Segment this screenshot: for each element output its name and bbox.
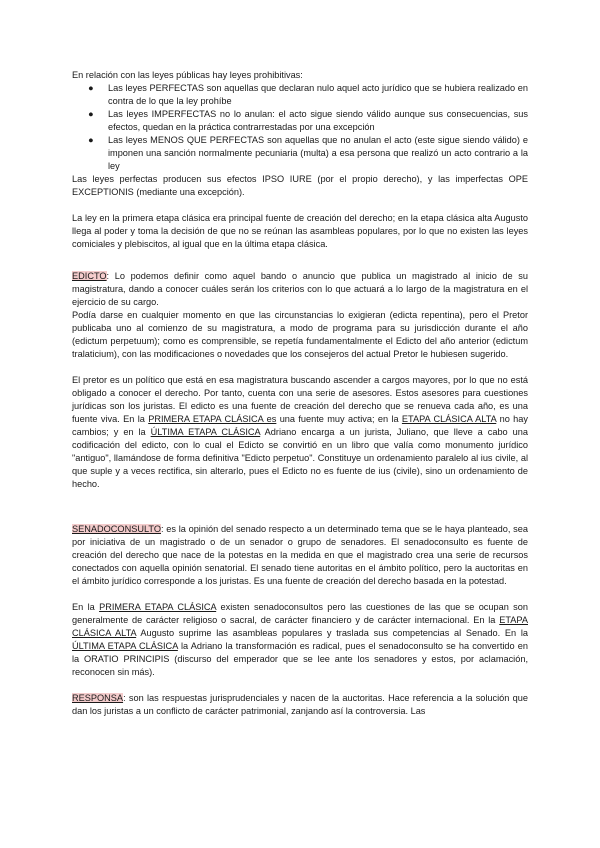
edicto-paragraph-2: Podía darse en cualquier momento en que las circunstancias lo exigieran (edicta repentina), pero el Pretor publicaba uno al comienzo de su magistratura, a modo de programa para su jurisdicción durante el año (edictum perpetuum); como es comprensible, se repetía fundamentalmente el Edicto del año anterior (edictum tralaticium), con las modificaciones o novedades que los consejeros del actual Pretor le hubiesen sugerido.: [72, 310, 528, 359]
responsa-term: RESPONSA: [72, 693, 124, 703]
senadoconsulto-definition: SENADOCONSULTO: es la opinión del senado respecto a un determinado tema que se le haya planteado, sea por iniciativa de un magistrado o de un senador o grupo de senadores. El senadoconsulto es fuente de creación del derecho que nace de la potestas en la medida en que el magistrado crea una serie de recursos conectados con aquella opinión senatorial. El senado tiene autoritas en el ámbito político, pero la auctoritas en el ámbito jurídico corresponde a los juristas. Es una fuente de creación del derecho basada en la potestad.: [72, 524, 528, 586]
bullet-icon: ●: [88, 109, 94, 119]
responsa-definition: RESPONSA: son las respuestas jurisprudenciales y nacen de la auctoritas. Hace referencia a la solución que dan los juristas a un conflicto de carácter patrimonial, zanjando así la controversia. Las: [72, 693, 528, 716]
intro-text: En relación con las leyes públicas hay leyes prohibitivas:: [72, 70, 303, 80]
document-page: [72, 69, 528, 718]
laws-summary: Las leyes perfectas producen sus efectos IPSO IURE (por el propio derecho), y las imperfectas OPE EXCEPTIONIS (mediante una excepción).: [72, 174, 528, 197]
senadoconsulto-term: SENADOCONSULTO: [72, 524, 161, 534]
edicto-term: EDICTO: [72, 271, 107, 281]
edicto-paragraph-3: El pretor es un político que está en esa magistratura buscando ascender a cargos mayores, por lo que no está obligado a conocer el derecho. Por tanto, cuenta con una serie de asesores. Estos asesores para cuestiones jurídicas son los juristas. El edicto es una fuente de creación del derecho que se renueva cada año, es una fuente viva. En la PRIMERA ETAPA CLÁSICA es una fuente muy activa; en la ETAPA CLÁSICA ALTA no hay cambios; y en la ÚLTIMA ETAPA CLÁSICA Adriano encarga a un jurista, Juliano, que lleve a cabo una codificación del edicto, con lo cual el Edicto se convirtió en un libro que valía como monumento jurídico "antiguo", llamándose de forma definitiva "Edicto perpetuo". Constituye un ordenamiento paralelo al ius civile, al que suple y a veces rectifica, sin alterarlo, pues el Edicto no es fuente de ius (civile), sino un ordenamiento de hecho.: [72, 375, 528, 489]
list-item: ● Las leyes MENOS QUE PERFECTAS son aquellas que no anulan el acto (este sigue siendo válido) e imponen una sanción normalmente pecuniaria (multa) a esa persona que realizó un acto contrario a la ley: [88, 135, 528, 171]
edicto-definition: EDICTO: Lo podemos definir como aquel bando o anuncio que publica un magistrado al inicio de su magistratura, dando a conocer cuáles serán los criterios con lo que actuará a lo largo de la magistratura en el ejercicio de su cargo.: [72, 271, 528, 307]
list-item: ● Las leyes IMPERFECTAS no lo anulan: el acto sigue siendo válido aunque sus consecuencias, sus efectos, quedan en la práctica contrarrestadas por una excepción: [88, 109, 528, 132]
ley-paragraph: La ley en la primera etapa clásica era principal fuente de creación del derecho; en la etapa clásica alta Augusto llega al poder y toma la decisión de que no se reúnan las asambleas populares, por lo que no existen las leyes comiciales y plebiscitos, al igual que en la última etapa clásica.: [72, 213, 528, 249]
list-item: ● Las leyes PERFECTAS son aquellas que declaran nulo aquel acto jurídico que se hubiera realizado en contra de lo que la ley prohíbe: [88, 83, 528, 106]
bullet-icon: ●: [88, 83, 94, 93]
bullet-list: [72, 82, 528, 173]
bullet-icon: ●: [88, 135, 94, 145]
senadoconsulto-paragraph-2: En la PRIMERA ETAPA CLÁSICA existen senadoconsultos pero las cuestiones de las que se ocupan son generalmente de carácter religioso o sacral, de carácter financiero y de carácter internacional. En la ETAPA CLÁSICA ALTA Augusto suprime las asambleas populares y traslada sus competencias al Senado. En la ÚLTIMA ETAPA CLÁSICA la Adriano la transformación es radical, pues el senadoconsulto se ha convertido en la ORATIO PRINCIPIS (discurso del emperador que se lee ante los senadores y estos, por aclamación, reconocen sin más).: [72, 602, 528, 677]
